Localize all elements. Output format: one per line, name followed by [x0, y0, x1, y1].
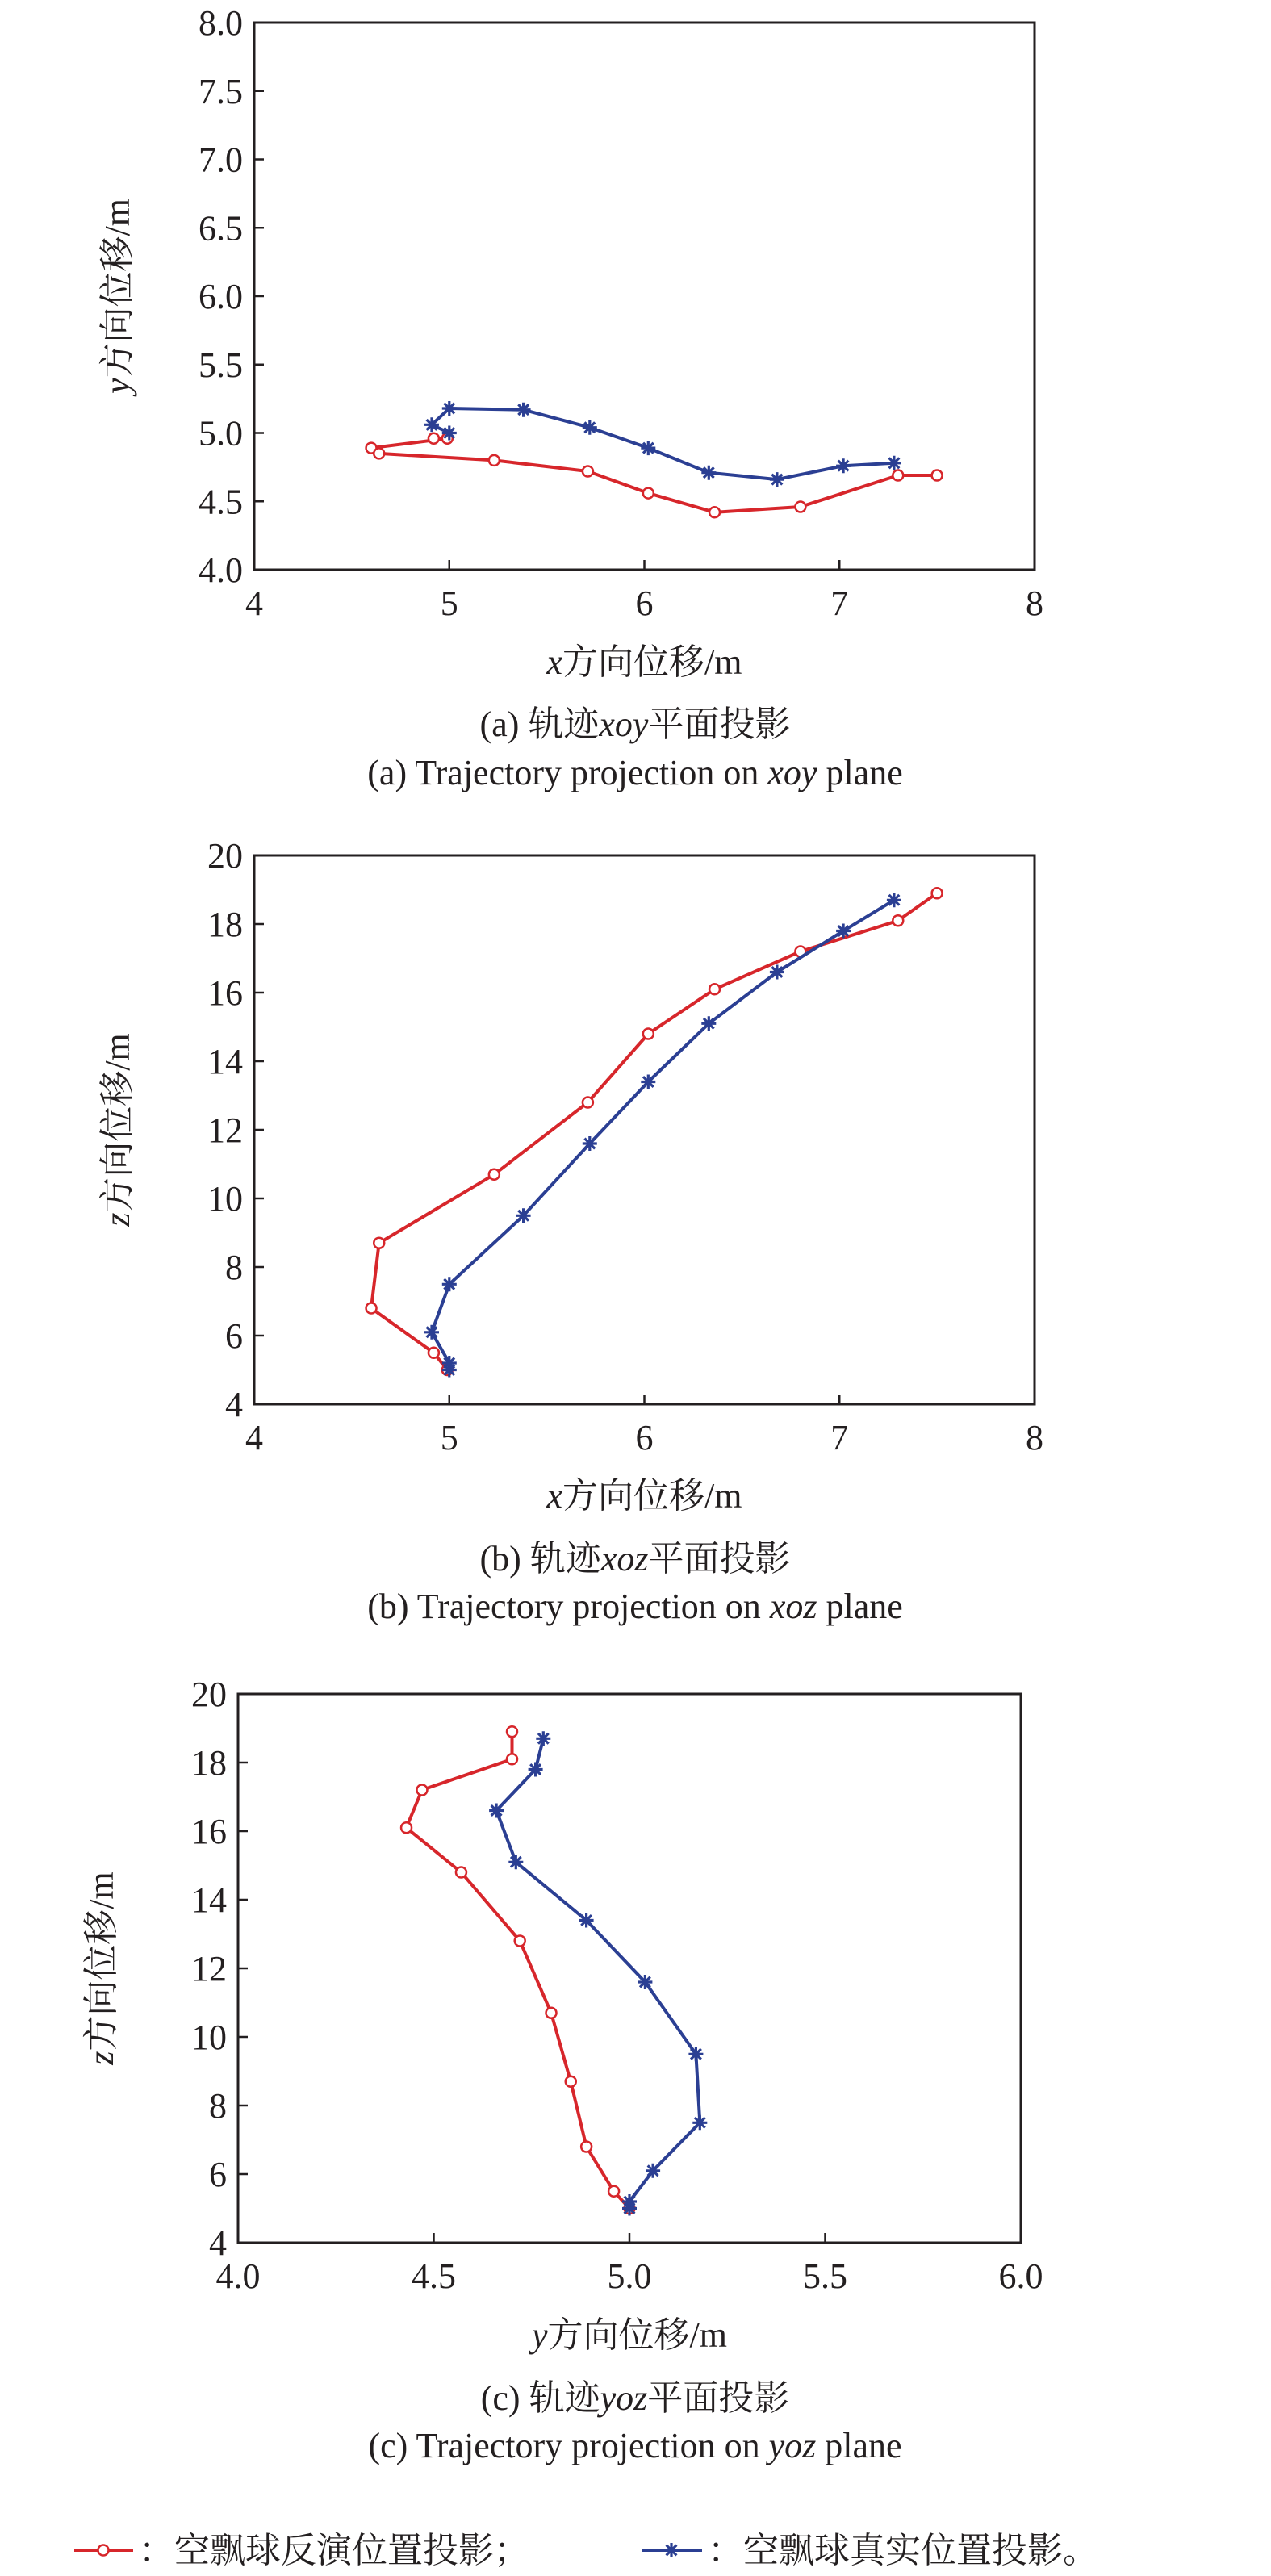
data-point-inverse: [893, 915, 903, 926]
data-point-inverse: [416, 1785, 427, 1796]
plot-frame: [254, 23, 1035, 570]
x-tick-label: 6.0: [998, 2256, 1043, 2296]
y-tick-label: 4: [225, 1385, 243, 1424]
data-point-true: [583, 420, 597, 435]
y-tick-label: 6.0: [199, 277, 243, 316]
y-axis-label: [98, 199, 137, 397]
legend-marker-true: [664, 2543, 679, 2557]
y-axis-label: [82, 1871, 121, 2066]
data-point-true: [529, 1763, 543, 1777]
x-tick-label: 4.0: [215, 2256, 261, 2296]
y-tick-label: 5.5: [199, 345, 243, 385]
data-point-inverse: [429, 433, 439, 444]
data-point-true: [424, 1325, 439, 1340]
x-tick-label: 7: [830, 583, 849, 623]
text-span: (b) 轨迹: [479, 1539, 601, 1579]
series-true: [489, 1731, 707, 2215]
legend-label-inverse: ：空飘球反演位置投影；: [139, 2531, 529, 2570]
caption-cn: [481, 2378, 790, 2418]
data-point-true: [536, 1731, 550, 1746]
y-tick-label: 8: [209, 2086, 227, 2126]
text-span: plane: [817, 753, 903, 792]
x-tick-label: 6: [635, 583, 654, 623]
data-point-true: [692, 2115, 707, 2130]
y-tick-label: 18: [191, 1743, 227, 1783]
chart-xoz: [98, 836, 1043, 1626]
data-point-inverse: [709, 507, 720, 517]
text-span: (a) 轨迹: [479, 705, 600, 744]
series-line-true: [432, 900, 894, 1370]
y-tick-label: 6: [225, 1316, 243, 1356]
data-point-true: [424, 417, 439, 432]
data-point-true: [836, 458, 851, 473]
text-span: 平面投影: [647, 2378, 790, 2418]
y-tick-label: 6.5: [199, 208, 243, 249]
text-span: 方向位移/m: [98, 199, 137, 378]
data-point-true: [701, 466, 716, 480]
data-point-inverse: [795, 502, 805, 512]
series-true: [424, 893, 901, 1377]
y-tick-label: 10: [191, 2018, 227, 2057]
y-tick-label: 16: [207, 973, 243, 1013]
series-inverse: [401, 1726, 634, 2214]
data-point-true: [646, 2164, 660, 2178]
legend: [74, 2531, 1098, 2570]
data-point-true: [516, 403, 531, 417]
data-point-inverse: [932, 888, 943, 898]
data-point-inverse: [643, 488, 654, 499]
y-tick-label: 5.0: [199, 413, 243, 454]
series-line-inverse: [371, 893, 937, 1370]
data-point-true: [442, 401, 457, 416]
data-point-true: [688, 2047, 703, 2061]
x-tick-label: 5: [440, 1418, 458, 1457]
y-tick-label: 16: [191, 1812, 227, 1851]
data-point-true: [622, 2194, 637, 2209]
y-tick-label: 14: [207, 1042, 243, 1081]
y-tick-label: 8: [225, 1248, 243, 1287]
legend-marker-inverse: [98, 2545, 109, 2556]
text-span: xoz: [769, 1587, 817, 1626]
data-point-inverse: [566, 2076, 576, 2087]
text-span: yoz: [600, 2378, 648, 2418]
data-point-inverse: [608, 2186, 619, 2197]
y-tick-label: 7.5: [199, 71, 243, 111]
data-point-inverse: [893, 470, 903, 481]
x-tick-label: 4: [245, 1418, 263, 1457]
y-tick-label: 6: [209, 2155, 227, 2194]
plot-frame: [254, 855, 1035, 1404]
caption-cn: [480, 705, 791, 744]
text-span: y: [98, 378, 137, 394]
chart-yoz: [82, 1675, 1043, 2465]
y-tick-label: 4: [209, 2223, 227, 2263]
y-tick-label: 20: [191, 1675, 227, 1714]
text-span: xoy: [599, 705, 649, 744]
data-point-true: [442, 426, 457, 441]
chart-xoy: [98, 3, 1043, 792]
data-point-inverse: [583, 1098, 593, 1108]
y-tick-label: 14: [191, 1880, 227, 1920]
y-tick-label: 18: [207, 905, 243, 944]
text-span: xoy: [767, 753, 817, 792]
data-point-inverse: [401, 1822, 412, 1833]
data-point-true: [508, 1855, 523, 1869]
y-tick-label: 20: [207, 836, 243, 876]
data-point-true: [887, 893, 901, 907]
data-point-true: [579, 1913, 594, 1928]
text-span: z: [98, 1212, 137, 1227]
text-span: 方向位移/m: [98, 1033, 137, 1213]
data-point-inverse: [581, 2142, 592, 2152]
text-span: x: [546, 1476, 563, 1516]
y-tick-label: 7.0: [199, 140, 243, 180]
series-line-true: [496, 1738, 700, 2208]
text-span: 方向位移/m: [547, 2315, 727, 2355]
text-span: (a) Trajectory projection on: [367, 753, 768, 792]
text-span: (c) Trajectory projection on: [368, 2426, 769, 2465]
x-tick-label: 5.5: [803, 2256, 847, 2296]
text-span: yoz: [768, 2426, 817, 2465]
text-span: xoz: [600, 1539, 649, 1579]
text-span: (c) 轨迹: [480, 2378, 600, 2418]
caption-en: [367, 1587, 903, 1626]
text-span: plane: [817, 1587, 903, 1626]
data-point-true: [638, 1975, 652, 1989]
data-point-inverse: [643, 1029, 654, 1039]
text-span: 方向位移/m: [562, 1476, 742, 1516]
data-point-inverse: [546, 2008, 557, 2018]
text-span: 平面投影: [648, 1539, 791, 1579]
text-span: 方向位移/m: [562, 642, 742, 682]
text-span: z: [82, 2051, 121, 2065]
data-point-true: [887, 456, 901, 470]
data-point-true: [641, 441, 655, 455]
data-point-inverse: [429, 1348, 439, 1358]
data-point-true: [442, 1277, 457, 1291]
data-point-inverse: [515, 1936, 525, 1947]
x-axis-label: [529, 2315, 727, 2355]
y-tick-label: 10: [207, 1179, 243, 1219]
x-tick-label: 7: [830, 1418, 849, 1457]
data-point-true: [770, 472, 784, 487]
x-tick-label: 5.0: [607, 2256, 652, 2296]
plot-frame: [238, 1694, 1021, 2243]
data-point-true: [489, 1804, 504, 1818]
data-point-true: [770, 965, 784, 980]
series-true: [424, 401, 901, 487]
data-point-true: [641, 1075, 655, 1089]
y-tick-label: 4.5: [199, 482, 243, 522]
data-point-inverse: [932, 470, 943, 481]
y-tick-label: 12: [191, 1949, 227, 1988]
series-inverse: [366, 433, 943, 518]
series-line-inverse: [407, 1732, 630, 2209]
data-point-true: [442, 1356, 457, 1370]
x-tick-label: 8: [1026, 583, 1043, 623]
x-tick-label: 6: [635, 1418, 654, 1457]
series-inverse: [366, 888, 943, 1375]
data-point-inverse: [374, 1238, 384, 1248]
caption-en: [368, 2426, 901, 2465]
data-point-inverse: [489, 455, 500, 466]
y-axis-label: [98, 1033, 137, 1227]
data-point-inverse: [366, 1303, 377, 1314]
data-point-true: [583, 1136, 597, 1151]
text-span: y: [532, 2315, 548, 2355]
x-axis-label: [546, 1476, 742, 1516]
data-point-inverse: [583, 466, 593, 476]
caption-en: [367, 753, 902, 792]
series-line-true: [432, 408, 894, 479]
x-tick-label: 4: [245, 583, 263, 623]
text-span: 方向位移/m: [82, 1871, 121, 2051]
data-point-inverse: [456, 1867, 466, 1878]
text-span: x: [546, 642, 563, 682]
data-point-inverse: [507, 1726, 517, 1737]
data-point-true: [701, 1016, 716, 1031]
data-point-inverse: [507, 1754, 517, 1764]
data-point-inverse: [374, 448, 384, 458]
x-tick-label: 4.5: [412, 2256, 456, 2296]
text-span: (b) Trajectory projection on: [367, 1587, 770, 1626]
data-point-inverse: [709, 984, 720, 994]
text-span: 平面投影: [648, 705, 791, 744]
x-tick-label: 8: [1026, 1418, 1043, 1457]
text-span: plane: [816, 2426, 902, 2465]
x-axis-label: [546, 642, 742, 682]
y-tick-label: 12: [207, 1110, 243, 1150]
y-tick-label: 4.0: [199, 550, 243, 590]
y-tick-label: 8.0: [199, 3, 243, 43]
data-point-inverse: [489, 1169, 500, 1180]
caption-cn: [480, 1539, 791, 1579]
x-tick-label: 5: [440, 583, 458, 623]
data-point-true: [836, 924, 851, 939]
legend-label-true: ：空飘球真实位置投影。: [708, 2531, 1098, 2570]
